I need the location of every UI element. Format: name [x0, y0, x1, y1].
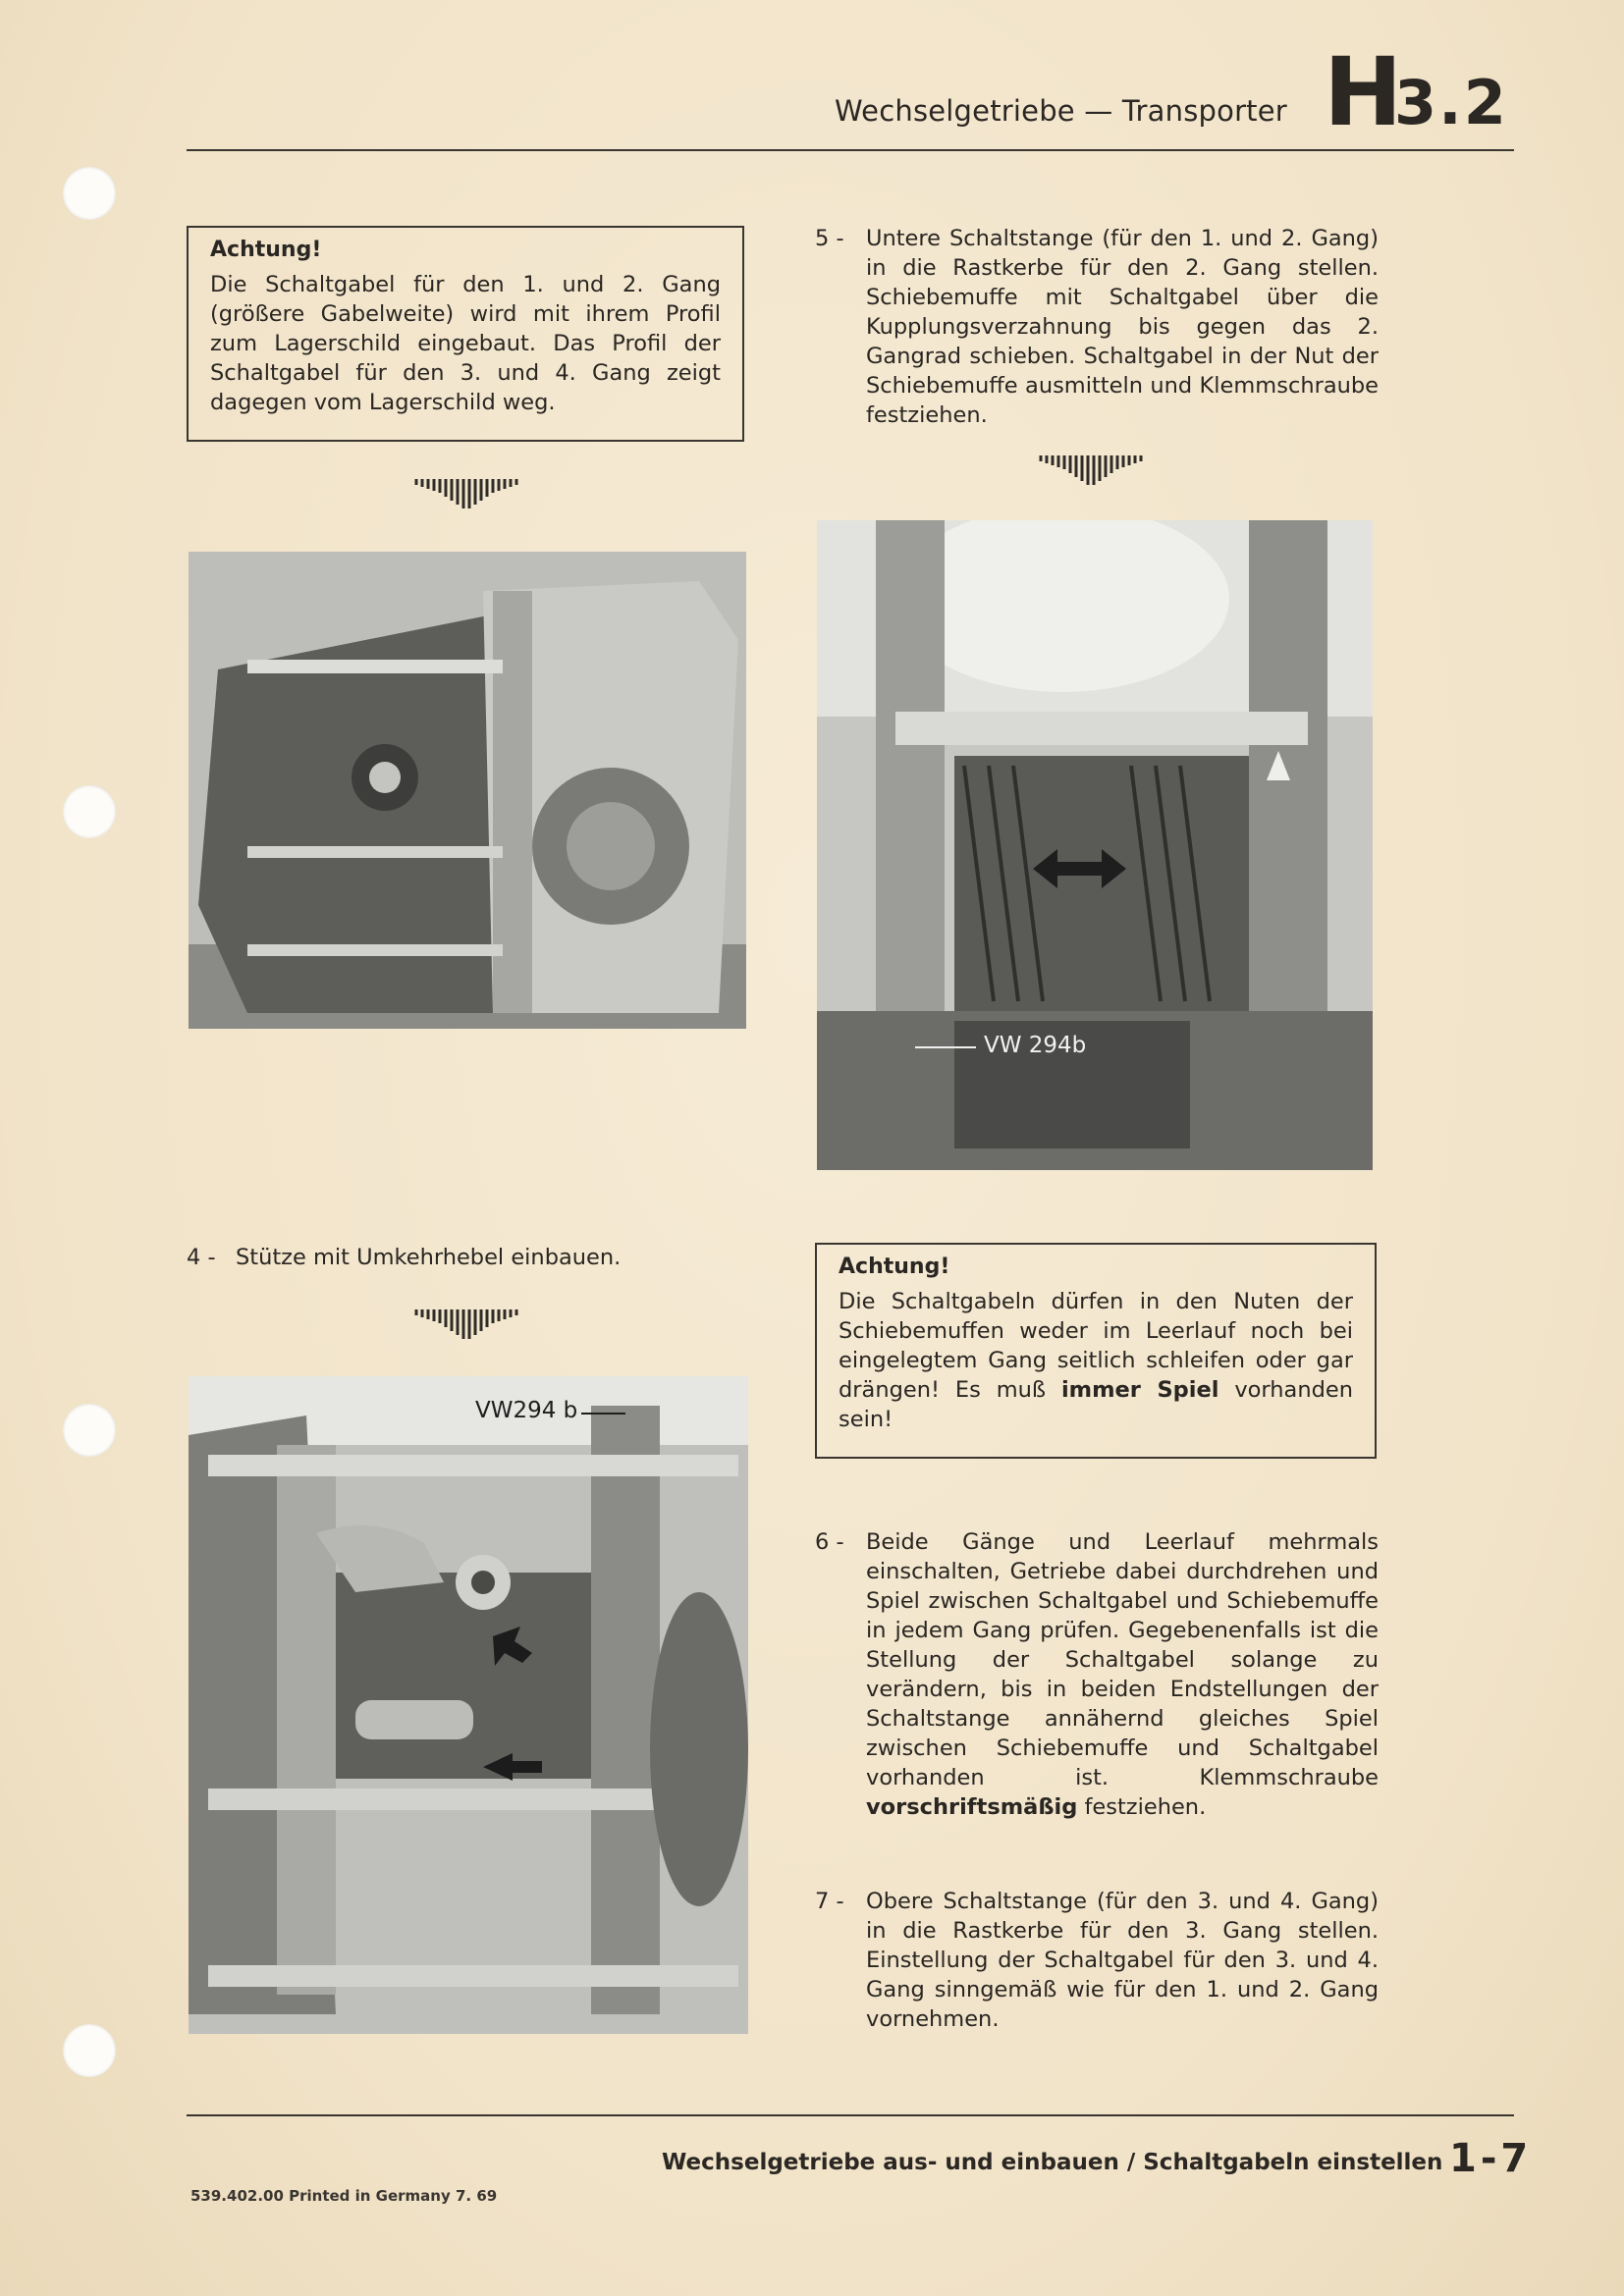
step-7	[815, 1887, 1379, 2034]
step-text: Stütze mit Umkehrhebel einbauen.	[236, 1245, 622, 1270]
photo-shift-fork-adjust	[817, 520, 1373, 1170]
header-section-letter: H	[1324, 37, 1403, 147]
down-arrow-icon	[412, 475, 522, 514]
tool-label-vw294b: VW 294b	[984, 1033, 1087, 1058]
punch-hole	[63, 1404, 116, 1457]
caution-text: Die Schaltgabel für den 1. und 2. Gang (größere Gabelweite) wird mit ihrem Profil zum Lagerschild eingebaut. Das Profil der Schaltgabel für den 3. und 4. Gang zeigt dagegen vom Lagerschild weg.	[210, 272, 721, 415]
caution-box-2	[815, 1243, 1377, 1459]
footer-title: Wechselgetriebe aus- und einbauen / Schaltgabeln einstellen	[662, 2150, 1443, 2175]
footer-rule	[187, 2114, 1514, 2116]
footer-page-number: 1-7	[1449, 2136, 1533, 2181]
step-text: Obere Schaltstange (für den 3. und 4. Gang) in die Rastkerbe für den 3. Gang stellen. Einstellung der Schaltgabel für den 3. und 4. Gang sinngemäß wie für den 1. und 2. Gang vornehmen.	[866, 1889, 1379, 2032]
punch-hole	[63, 167, 116, 220]
step-6	[815, 1527, 1379, 1822]
photo-gearbox-support	[189, 552, 746, 1029]
photo-reverse-lever-support	[189, 1376, 748, 2034]
header-title: Wechselgetriebe — Transporter	[835, 94, 1287, 128]
punch-hole	[63, 785, 116, 838]
step-number: 4 -	[187, 1245, 216, 1270]
step-4	[187, 1243, 746, 1276]
caution-box-1	[187, 226, 744, 442]
header-rule	[187, 149, 1514, 151]
caution-title: Achtung!	[210, 238, 322, 262]
step-text: Beide Gänge und Leerlauf mehrmals einschalten, Getriebe dabei durchdrehen und Spiel zwischen Schaltgabel und Schiebemuffe in jedem Gang prüfen. Gegebenenfalls ist die Stellung der Schaltgabel solange zu verändern, bis in beiden Endstellungen der Schaltstange annähernd gleiches Spiel zwischen Schiebemuffe und Schaltgabel vorhanden ist. Klemmschraube vorschriftsmäßig festziehen.	[866, 1529, 1379, 1820]
caution-text: Die Schaltgabeln dürfen in den Nuten der Schiebemuffen weder im Leerlauf noch bei eingelegtem Gang seitlich schleifen oder gar drängen! Es muß immer Spiel vorhanden sein!	[839, 1289, 1353, 1432]
down-arrow-icon	[412, 1306, 522, 1345]
down-arrow-icon	[1037, 452, 1147, 491]
step-number: 5 -	[815, 226, 844, 251]
footer-print-info: 539.402.00 Printed in Germany 7. 69	[190, 2187, 498, 2205]
tool-label-vw294b: VW294 b	[475, 1398, 578, 1423]
step-number: 7 -	[815, 1889, 844, 1914]
caution-title: Achtung!	[839, 1255, 950, 1279]
step-text: Untere Schaltstange (für den 1. und 2. Gang) in die Rastkerbe für den 2. Gang stellen. Schiebemuffe mit Schaltgabel über die Kupplungsverzahnung bis gegen das 2. Gangrad schieben. Schaltgabel in der Nut der Schiebemuffe ausmitteln und Klemmschraube festziehen.	[866, 226, 1379, 428]
punch-hole	[63, 2024, 116, 2077]
step-number: 6 -	[815, 1529, 844, 1555]
header-section-number: 3.2	[1394, 67, 1508, 138]
step-5	[815, 224, 1379, 430]
